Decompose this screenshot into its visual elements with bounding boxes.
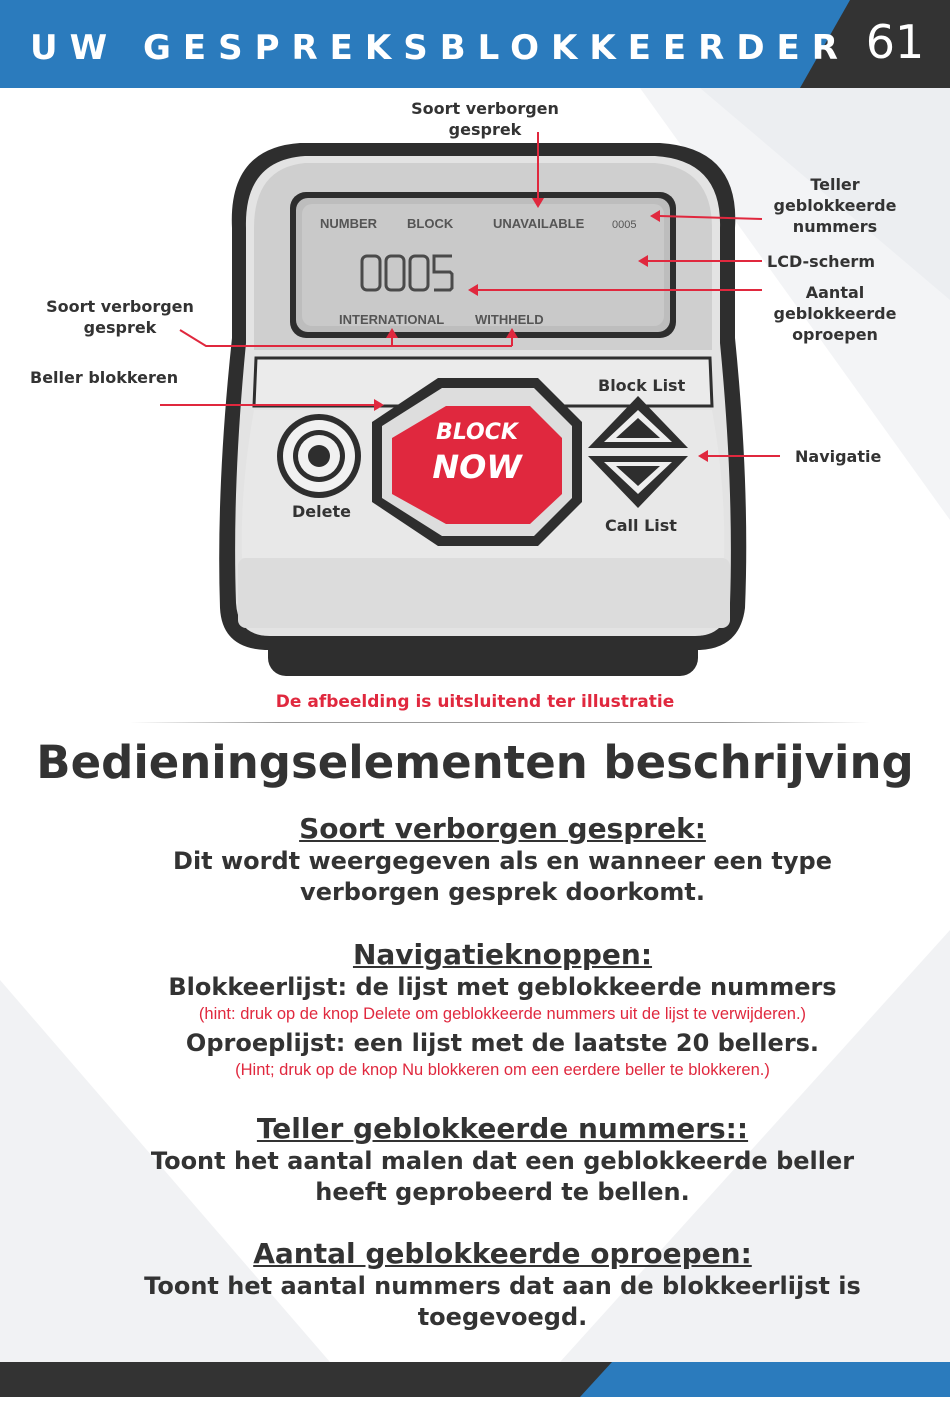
section-text: Toont het aantal nummers dat aan de blokkeerlijst is xyxy=(144,1272,861,1300)
device-diagram xyxy=(0,88,950,728)
lcd-unavailable-label: UNAVAILABLE xyxy=(493,216,585,231)
section-blocked-calls-count xyxy=(100,1237,905,1333)
callout-hidden-call-type-left xyxy=(40,296,200,338)
lcd-withheld-label: WITHHELD xyxy=(475,312,544,327)
call-list-button-label[interactable]: Call List xyxy=(605,516,677,535)
section-navigation-buttons xyxy=(100,938,905,1081)
callout-line: Soort verborgen xyxy=(411,99,559,118)
divider xyxy=(130,722,870,723)
section-title: Soort verborgen gesprek: xyxy=(299,812,706,845)
footer-background xyxy=(0,1362,950,1397)
section-title: Navigatieknoppen: xyxy=(352,938,653,971)
block-button-label[interactable]: BLOCK xyxy=(436,420,518,445)
lcd-international-label: INTERNATIONAL xyxy=(339,312,445,327)
callout-line: Teller xyxy=(810,175,860,194)
callout-navigation: Navigatie xyxy=(795,447,882,466)
page-header xyxy=(0,0,950,88)
callout-counter xyxy=(765,174,905,237)
delete-button-graphic xyxy=(277,414,361,498)
section-title: Teller geblokkeerde nummers:: xyxy=(256,1112,749,1145)
callout-lcd: LCD-scherm xyxy=(767,252,875,271)
section-text: Dit wordt weergegeven als en wanneer een type xyxy=(173,847,832,875)
callout-line: gesprek xyxy=(448,120,522,139)
section-blocked-numbers-counter xyxy=(100,1112,905,1208)
section-text: toegevoegd. xyxy=(417,1303,588,1331)
callout-line: oproepen xyxy=(792,325,878,344)
delete-button-label[interactable]: Delete xyxy=(292,502,351,521)
callout-hidden-call-type-top xyxy=(405,98,565,140)
page-footer xyxy=(0,1362,950,1397)
lcd-small-counter: 0005 xyxy=(612,219,637,231)
section-text: Blokkeerlijst: de lijst met geblokkeerde nummers xyxy=(168,973,837,1001)
callout-line: gesprek xyxy=(83,318,157,337)
section-text: Toont het aantal malen dat een geblokkeerde beller xyxy=(150,1147,855,1175)
section-text: verborgen gesprek doorkomt. xyxy=(300,878,705,906)
callout-blocked-calls xyxy=(765,282,905,345)
callout-line: Soort verborgen xyxy=(46,297,194,316)
section-text: heeft geprobeerd te bellen. xyxy=(315,1178,690,1206)
page-number: 61 xyxy=(865,15,925,69)
callout-line: nummers xyxy=(792,217,878,236)
header-title: UW GESPREKSBLOKKEERDER xyxy=(30,28,850,68)
now-button-label[interactable]: NOW xyxy=(432,448,522,486)
block-list-button-label[interactable]: Block List xyxy=(598,376,686,395)
page-heading: Bedieningselementen beschrijving xyxy=(36,736,914,789)
section-hint: (hint: druk op de knop Delete om geblokkeerde nummers uit de lijst te verwijderen.) xyxy=(198,1005,807,1023)
section-title: Aantal geblokkeerde oproepen: xyxy=(253,1237,752,1270)
section-hidden-call-type xyxy=(100,812,905,908)
callout-block-caller: Beller blokkeren xyxy=(30,368,179,387)
section-hint: (Hint; druk op de knop Nu blokkeren om een eerdere beller te blokkeren.) xyxy=(235,1061,770,1079)
section-text: Oproeplijst: een lijst met de laatste 20 bellers. xyxy=(185,1029,820,1057)
callout-line: geblokkeerde xyxy=(773,304,897,323)
lcd-number-label: NUMBER xyxy=(320,216,378,231)
callout-line: geblokkeerde xyxy=(773,196,897,215)
illustration-disclaimer: De afbeelding is uitsluitend ter illustratie xyxy=(275,692,675,712)
lcd-block-label: BLOCK xyxy=(407,216,454,231)
callout-line: Aantal xyxy=(805,283,865,302)
